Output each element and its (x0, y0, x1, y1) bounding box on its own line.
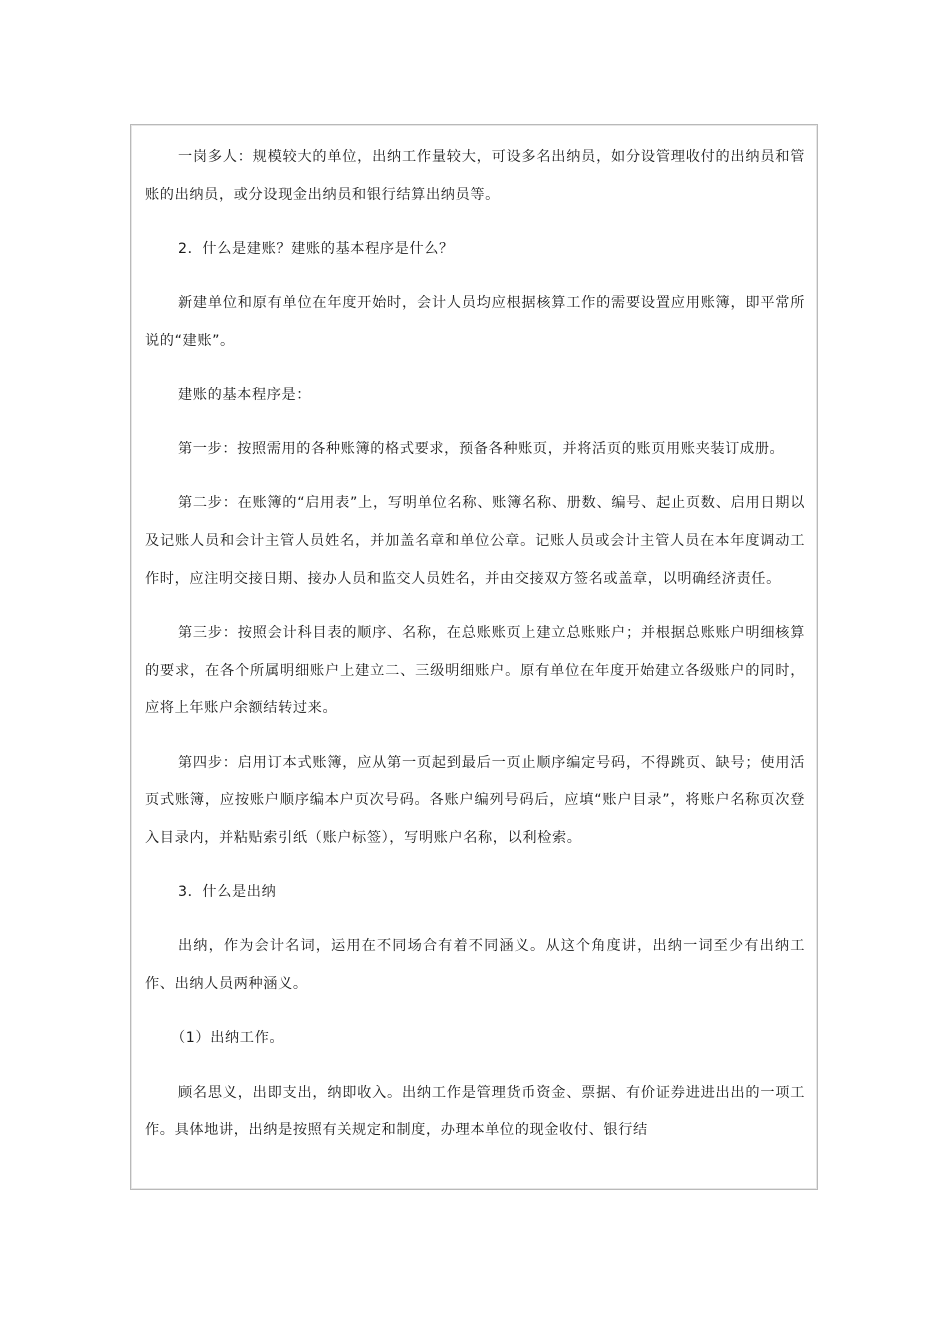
paragraph-cashier-definition: 出纳，作为会计名词，运用在不同场合有着不同涵义。从这个角度讲，出纳一词至少有出纳工作、出纳人员两种涵义。 (145, 938, 805, 993)
paragraph-step-1: 第一步：按照需用的各种账簿的格式要求，预备各种账页，并将活页的账页用账夹装订成册。 (178, 441, 785, 458)
paragraph-cashier-work-detail: 顾名思义，出即支出，纳即收入。出纳工作是管理货币资金、票据、有价证券进进出出的一项工作。具体地讲，出纳是按照有关规定和制度，办理本单位的现金收付、银行结 (145, 1084, 805, 1139)
heading-question-3: 3．什么是出纳 (178, 884, 277, 901)
paragraph-step-2: 第二步：在账簿的“启用表”上，写明单位名称、账簿名称、册数、编号、起止页数、启用日期以及记账人员和会计主管人员姓名，并加盖名章和单位公章。记账人员或会计主管人员在本年度调动工作时，应注明交接日期、接办人员和监交人员姓名，并由交接双方签名或盖章，以明确经济责任。 (145, 495, 805, 587)
paragraph-basic-procedure: 建账的基本程序是： (178, 387, 312, 404)
subheading-cashier-work: （1）出纳工作。 (171, 1030, 285, 1047)
heading-question-2: 2．什么是建账？建账的基本程序是什么？ (178, 240, 454, 257)
paragraph-what-is-bookkeeping: 新建单位和原有单位在年度开始时，会计人员均应根据核算工作的需要设置应用账簿，即平常所说的“建账”。 (145, 295, 805, 349)
paragraph-step-3: 第三步：按照会计科目表的顺序、名称，在总账账页上建立总账账户；并根据总账账户明细核算的要求，在各个所属明细账户上建立二、三级明细账户。原有单位在年度开始建立各级账户的同时，应将上年账户余额结转过来。 (145, 625, 805, 717)
paragraph-step-4: 第四步：启用订本式账簿，应从第一页起到最后一页止顺序编定号码，不得跳页、缺号；使用活页式账簿，应按账户顺序编本户页次号码。各账户编列号码后，应填“账户目录”，将账户名称页次登入目录内，并粘贴索引纸（账户标签），写明账户名称，以利检索。 (145, 754, 805, 847)
document-frame (130, 124, 818, 1190)
paragraph-one-post-many-people: 一岗多人：规模较大的单位，出纳工作量较大，可设多名出纳员，如分设管理收付的出纳员和管账的出纳员，或分设现金出纳员和银行结算出纳员等。 (145, 149, 805, 203)
document-body (145, 139, 805, 1166)
